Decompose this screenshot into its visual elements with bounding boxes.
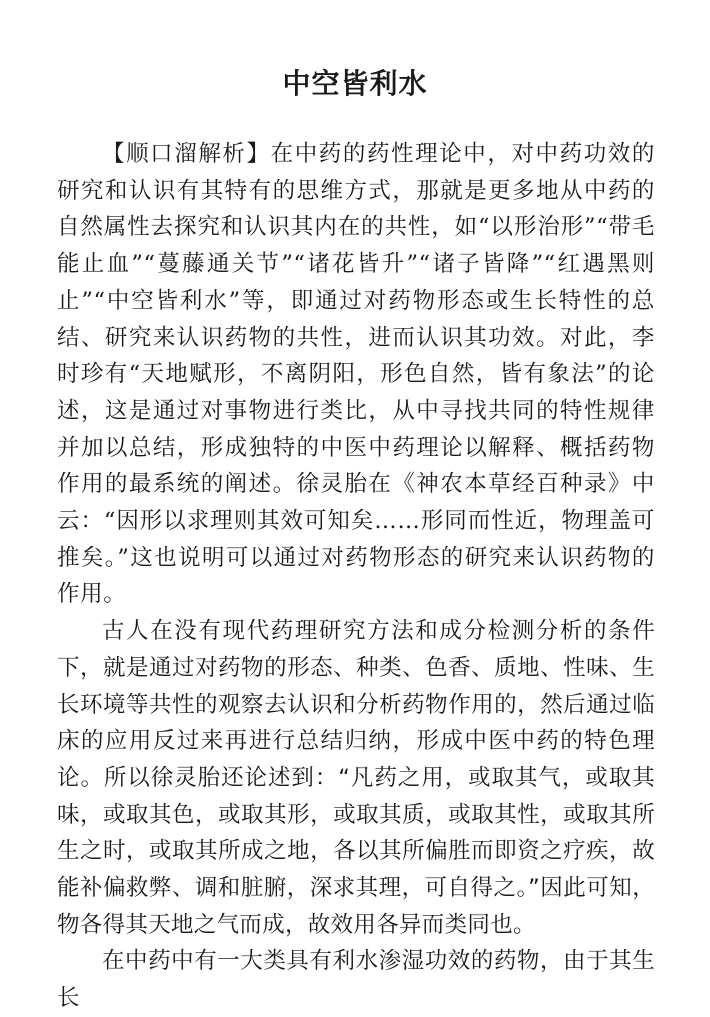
paragraph-text: 在中药中有一大类具有利水渗湿功效的药物，由于其生长 bbox=[57, 948, 655, 1012]
paragraph-text: 古人在没有现代药理研究方法和成分检测分析的条件下，就是通过对药物的形态、种类、色香、质地、性味、生长环境等共性的观察去认识和分析药物作用的，然后通过临床的应用反过来再进行总结归纳，形成中医中药的特色理论。所以徐灵胎还论述到：“凡药之用，或取其气，或取其味，或取其色，或取其形，或取其质，或取其性，或取其所生之时，或取其所成之地，各以其所偏胜而即资之疗疾，故能补偏救弊、调和脏腑，深求其理，可自得之。”因此可知，物各得其天地之气而成，故效用各异而类同也。 bbox=[57, 618, 655, 938]
paragraph-ancient-methods bbox=[57, 613, 655, 943]
page-title: 中空皆利水 bbox=[282, 67, 428, 100]
paragraph-text: 在中药的药性理论中，对中药功效的研究和认识有其特有的思维方式，那就是更多地从中药的自然属性去探究和认识其内在的共性，如“以形治形”“带毛能止血”“蔓藤通关节”“诸花皆升”“诸子皆降”“红遇黑则止”“中空皆利水”等，即通过对药物形态或生长特性的总结、研究来认识药物的共性，进而认识其功效。对此，李时珍有“天地赋形，不离阴阳，形色自然，皆有象法”的论述，这是通过对事物进行类比，从中寻找共同的特性规律并加以总结，形成独特的中医中药理论以解释、概括药物作用的最系统的阐述。徐灵胎在《神农本草经百种录》中云：“因形以求理则其效可知矣……形同而性近，物理盖可推矣。”这也说明可以通过对药物形态的研究来认识药物的作用。 bbox=[57, 141, 655, 608]
document-body bbox=[57, 136, 655, 1017]
paragraph-diuretic-herbs bbox=[57, 943, 655, 1016]
paragraph-analysis bbox=[57, 136, 655, 613]
section-label: 【顺口溜解析】 bbox=[102, 141, 271, 167]
